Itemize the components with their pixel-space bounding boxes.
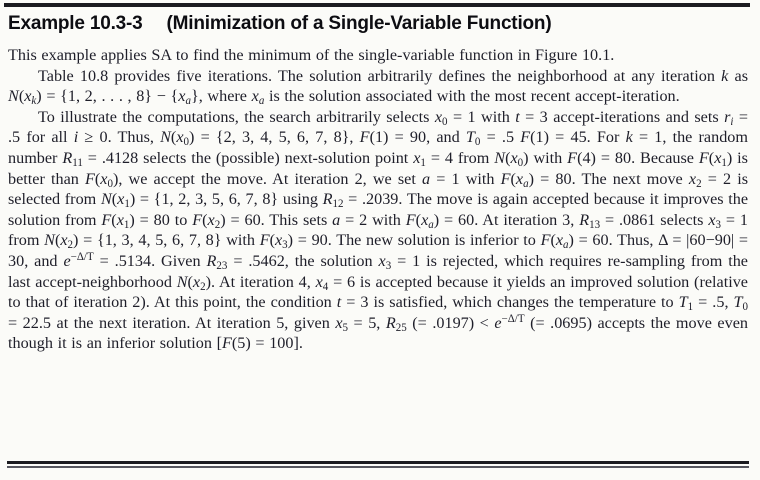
text-run: x <box>688 169 697 188</box>
text-run: ( <box>269 231 275 250</box>
text-run: x <box>100 169 108 188</box>
text-run: x <box>413 148 421 167</box>
text-run: ( <box>54 231 61 250</box>
text-run: x <box>192 272 201 291</box>
text-run: N <box>494 148 506 167</box>
text-run: x <box>117 190 125 209</box>
text-run: F <box>359 128 370 147</box>
text-run: ( <box>111 190 118 209</box>
text-run: F <box>520 128 531 147</box>
text-run: x <box>335 313 343 332</box>
text-run: ) = 60. At iteration 3, <box>433 210 580 229</box>
text-run: N <box>160 128 171 147</box>
text-run: (= .0695) accepts the move even though it is an inferior solution [ <box>8 313 748 353</box>
example-number: Example 10.3-3 <box>8 13 143 34</box>
text-run: x <box>60 231 68 250</box>
text-run: x <box>708 210 716 229</box>
text-run: x <box>515 169 524 188</box>
text-run: 1 <box>123 218 130 231</box>
text-run: x <box>555 231 564 250</box>
text-run: 0 <box>517 156 524 169</box>
text-run: = .5134. Given <box>93 251 207 270</box>
text-run: F <box>85 169 95 188</box>
text-run: 25 <box>395 321 407 334</box>
text-run: 0 <box>183 136 189 149</box>
text-run: ( <box>170 128 177 147</box>
text-run: Table 10.8 provides five iterations. The solution arbitrarily defines the neighborhood at any iteration <box>38 66 722 85</box>
text-run: −Δ/T <box>501 312 525 325</box>
text-run: (5) = 100]. <box>231 334 303 353</box>
text-run: R <box>579 210 590 229</box>
text-run: = 22.5 at the next iteration. At iteration 5, given <box>8 313 336 332</box>
text-run: = .0861 selects <box>600 210 709 229</box>
text-run: a <box>428 218 434 231</box>
text-run: F <box>405 210 416 229</box>
text-run: a <box>185 94 191 107</box>
text-run: 0 <box>107 177 113 190</box>
text-run: a <box>421 169 431 188</box>
text-run: ) = {1, 2, 3, 5, 6, 7, 8} using <box>129 190 323 209</box>
text-run: = 4 from <box>425 148 495 167</box>
text-run: a <box>332 210 341 229</box>
text-run: = 5, <box>348 313 386 332</box>
text-run: t <box>515 107 520 126</box>
text-run: = .5, <box>693 293 734 312</box>
text-run: F <box>567 148 578 167</box>
text-run: ) = 80. The next move <box>528 169 689 188</box>
text-run: ) = 90. The new solution is inferior to <box>287 231 541 250</box>
text-run: x <box>24 87 32 106</box>
text-run: 12 <box>332 197 344 210</box>
text-run: 5 <box>342 321 349 334</box>
text-run: ≥ 0. Thus, <box>78 128 161 147</box>
text-run: e <box>63 251 71 270</box>
text-run: R <box>322 190 333 209</box>
text-run: a <box>523 177 529 190</box>
text-run: N <box>176 272 188 291</box>
text-run: ( <box>111 210 117 229</box>
text-run: R <box>206 251 217 270</box>
body-paragraphs <box>8 45 748 354</box>
text-run: x <box>178 87 186 106</box>
text-run: F <box>192 210 203 229</box>
text-run: F <box>540 231 551 250</box>
text-run: 2 <box>200 280 206 293</box>
text-run: 0 <box>742 300 749 313</box>
paragraph <box>8 45 748 66</box>
text-run: 0 <box>474 136 481 149</box>
text-run: N <box>8 87 19 106</box>
text-run: F <box>259 231 270 250</box>
text-run: = 6 is accepted because it yields an improved solution (relative to that of iteration 2). At this point, the condition <box>8 272 748 312</box>
text-run: k <box>31 94 37 107</box>
text-run: ) = {2, 3, 4, 5, 6, 7, 8}, <box>189 128 360 147</box>
text-run: T <box>465 128 475 147</box>
text-run: ( <box>94 169 101 188</box>
text-run: 2 <box>67 239 74 252</box>
text-run: 3 <box>282 239 288 252</box>
text-run: ( <box>18 87 25 106</box>
text-run: ) with <box>523 148 568 167</box>
text-run: = .5 for all <box>8 107 748 147</box>
text-run: ( <box>187 272 193 291</box>
text-run: This example applies SA to find the minimum of the single-variable function in Figure 10.1. <box>8 46 615 64</box>
text-run: 11 <box>72 156 83 169</box>
text-run: N <box>100 190 112 209</box>
text-run: R <box>62 148 73 167</box>
text-run: = 3 is satisfied, which changes the temperature to <box>341 293 679 312</box>
text-run: = 2 is selected from <box>8 169 748 209</box>
text-run: ( <box>550 231 556 250</box>
text-run: 4 <box>322 280 329 293</box>
text-run: T <box>678 293 688 312</box>
text-run: = 1 from <box>8 210 748 250</box>
text-run: = 1, the random number <box>8 128 748 167</box>
text-run: ) = {1, 2, . . . , 8} − { <box>36 87 179 106</box>
text-run: ) = 80 to <box>129 210 193 229</box>
text-run: To illustrate the computations, the search arbitrarily selects <box>38 107 435 126</box>
text-run: a <box>258 94 265 107</box>
text-run: x <box>251 87 259 106</box>
text-run: ) = {1, 3, 4, 5, 6, 7, 8} with <box>73 231 260 250</box>
text-run: ) = 60. This sets <box>220 210 333 229</box>
text-run: 23 <box>216 259 228 272</box>
text-run: −Δ/T <box>70 250 94 263</box>
example-title: (Minimization of a Single-Variable Function) <box>166 13 552 34</box>
text-run: ). At iteration 4, <box>205 272 316 291</box>
text-run: T <box>733 293 743 312</box>
text-run: = .5462, the solution <box>227 251 379 270</box>
text-run: x <box>116 210 124 229</box>
text-run: ), we accept the move. At iteration 2, we set <box>112 169 422 188</box>
textbook-page <box>8 12 748 354</box>
text-run: 1 <box>420 156 426 169</box>
text-run: x <box>315 272 323 291</box>
text-run: ) is better than <box>8 148 748 188</box>
text-run: ( <box>505 148 511 167</box>
text-run: 3 <box>385 259 392 272</box>
text-run: (= .0197) < <box>406 313 495 332</box>
text-run: = 1 is rejected, which requires re-sampling from the last accept-neighborhood <box>8 251 748 291</box>
text-run: x <box>207 210 215 229</box>
text-run: t <box>336 293 342 312</box>
top-rule <box>4 3 750 7</box>
text-run: x <box>274 231 283 250</box>
text-run: ) = 60. Thus, Δ = |60−90| = 30, and <box>8 231 748 270</box>
bottom-rule-thick <box>7 461 749 464</box>
text-run: = 1 with <box>447 107 516 126</box>
text-run: (1) = 90, and <box>369 128 466 147</box>
text-run: = .5 <box>480 128 521 147</box>
text-run: = .4128 selects the (possible) next-solution point <box>82 148 414 167</box>
bottom-rule <box>7 461 749 468</box>
text-run: r <box>724 107 731 126</box>
text-run: 13 <box>589 218 601 231</box>
text-run: x <box>176 128 184 147</box>
text-run: F <box>698 148 709 167</box>
text-run: ( <box>510 169 516 188</box>
example-heading <box>8 12 748 36</box>
text-run: F <box>500 169 511 188</box>
paragraph <box>8 107 748 354</box>
text-run: x <box>510 148 518 167</box>
text-run: 1 <box>124 197 130 210</box>
text-run: ( <box>708 148 715 167</box>
text-run: x <box>421 210 429 229</box>
text-run: 2 <box>696 177 702 190</box>
text-run: x <box>434 107 443 126</box>
text-run: (4) = 80. Because <box>577 148 699 167</box>
text-run: 0 <box>442 115 448 128</box>
text-run: 2 <box>214 218 221 231</box>
text-run: N <box>44 231 55 250</box>
text-run: is the solution associated with the most recent accept-iteration. <box>264 87 680 106</box>
text-run: R <box>385 313 396 332</box>
text-run: = 1 with <box>430 169 501 188</box>
text-run: i <box>73 128 79 147</box>
bottom-rule-thin <box>7 466 749 468</box>
text-run: ( <box>415 210 422 229</box>
text-run: F <box>222 334 232 353</box>
text-run: x <box>714 148 722 167</box>
text-run: 1 <box>687 300 694 313</box>
text-run: F <box>101 210 112 229</box>
text-run: ( <box>202 210 208 229</box>
text-run: }, where <box>190 87 252 106</box>
text-run: = 2 with <box>340 210 406 229</box>
text-run: 3 <box>715 218 721 231</box>
text-run: = .2039. The move is again accepted because it improves the solution from <box>8 190 748 229</box>
text-run: (1) = 45. For <box>530 128 626 147</box>
text-run: k <box>625 128 633 147</box>
text-run: i <box>730 115 734 128</box>
paragraph <box>8 66 748 107</box>
text-run: a <box>563 239 569 252</box>
text-run: = 3 accept-iterations and sets <box>519 107 725 126</box>
text-run: as <box>728 66 748 85</box>
text-run: e <box>494 313 502 332</box>
text-run: 1 <box>721 156 727 169</box>
text-run: k <box>721 66 729 85</box>
text-run: x <box>378 251 386 270</box>
